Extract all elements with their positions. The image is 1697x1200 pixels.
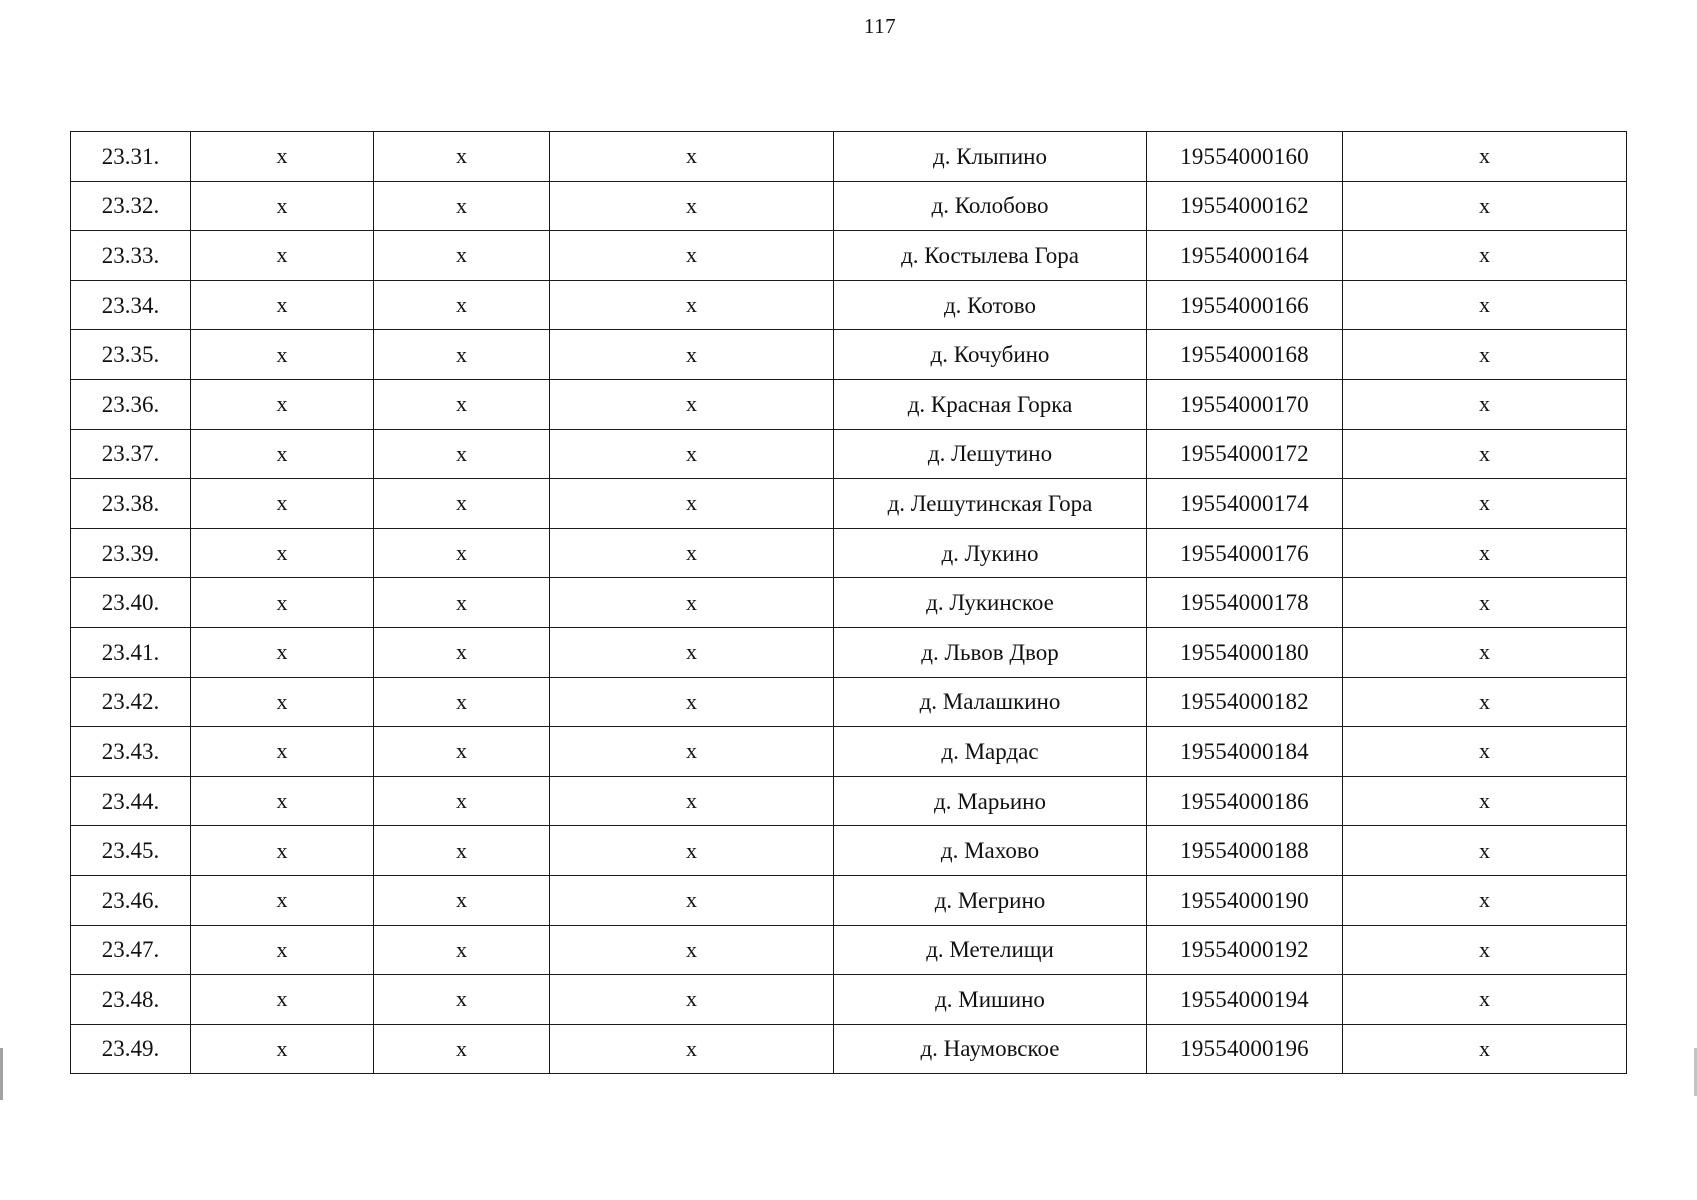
- oktmo-code-cell: 19554000168: [1147, 330, 1343, 380]
- cell-x: x: [1343, 925, 1627, 975]
- cell-x: x: [191, 330, 374, 380]
- table-row: [71, 132, 1627, 182]
- cell-x: x: [374, 1024, 550, 1074]
- settlement-name-cell: д. Лешутинская Гора: [834, 479, 1147, 529]
- table-row: [71, 330, 1627, 380]
- cell-x: x: [550, 826, 834, 876]
- cell-x: x: [374, 132, 550, 182]
- row-number-cell: 23.37.: [71, 429, 191, 479]
- table-row: [71, 528, 1627, 578]
- cell-x: x: [1343, 727, 1627, 777]
- table-row: [71, 479, 1627, 529]
- cell-x: x: [1343, 776, 1627, 826]
- oktmo-code-cell: 19554000196: [1147, 1024, 1343, 1074]
- cell-x: x: [374, 479, 550, 529]
- cell-x: x: [1343, 627, 1627, 677]
- cell-x: x: [374, 231, 550, 281]
- settlement-name-cell: д. Костылева Гора: [834, 231, 1147, 281]
- cell-x: x: [374, 727, 550, 777]
- oktmo-code-cell: 19554000172: [1147, 429, 1343, 479]
- settlement-name-cell: д. Лукино: [834, 528, 1147, 578]
- table-row: [71, 727, 1627, 777]
- cell-x: x: [550, 479, 834, 529]
- cell-x: x: [374, 677, 550, 727]
- cell-x: x: [191, 975, 374, 1025]
- table-row: [71, 776, 1627, 826]
- row-number-cell: 23.36.: [71, 379, 191, 429]
- cell-x: x: [191, 677, 374, 727]
- cell-x: x: [550, 280, 834, 330]
- cell-x: x: [550, 231, 834, 281]
- cell-x: x: [1343, 330, 1627, 380]
- oktmo-code-cell: 19554000160: [1147, 132, 1343, 182]
- cell-x: x: [1343, 280, 1627, 330]
- cell-x: x: [550, 379, 834, 429]
- settlement-name-cell: д. Кочубино: [834, 330, 1147, 380]
- cell-x: x: [374, 627, 550, 677]
- scan-artifact-left: [0, 1048, 3, 1100]
- cell-x: x: [374, 975, 550, 1025]
- cell-x: x: [1343, 429, 1627, 479]
- table-body: [71, 132, 1627, 1074]
- settlement-name-cell: д. Метелищи: [834, 925, 1147, 975]
- cell-x: x: [1343, 231, 1627, 281]
- page-number: 117: [863, 14, 897, 38]
- row-number-cell: 23.46.: [71, 875, 191, 925]
- cell-x: x: [191, 280, 374, 330]
- cell-x: x: [191, 528, 374, 578]
- oktmo-code-cell: 19554000186: [1147, 776, 1343, 826]
- cell-x: x: [550, 528, 834, 578]
- row-number-cell: 23.45.: [71, 826, 191, 876]
- oktmo-code-cell: 19554000192: [1147, 925, 1343, 975]
- settlement-name-cell: д. Клыпино: [834, 132, 1147, 182]
- cell-x: x: [1343, 379, 1627, 429]
- cell-x: x: [374, 280, 550, 330]
- cell-x: x: [191, 727, 374, 777]
- table-row: [71, 677, 1627, 727]
- cell-x: x: [1343, 528, 1627, 578]
- oktmo-code-cell: 19554000174: [1147, 479, 1343, 529]
- table-row: [71, 280, 1627, 330]
- oktmo-code-cell: 19554000166: [1147, 280, 1343, 330]
- cell-x: x: [550, 578, 834, 628]
- cell-x: x: [550, 975, 834, 1025]
- oktmo-code-cell: 19554000188: [1147, 826, 1343, 876]
- cell-x: x: [1343, 132, 1627, 182]
- oktmo-code-cell: 19554000176: [1147, 528, 1343, 578]
- table-row: [71, 875, 1627, 925]
- cell-x: x: [374, 379, 550, 429]
- cell-x: x: [1343, 826, 1627, 876]
- cell-x: x: [1343, 875, 1627, 925]
- cell-x: x: [191, 132, 374, 182]
- row-number-cell: 23.41.: [71, 627, 191, 677]
- oktmo-code-cell: 19554000178: [1147, 578, 1343, 628]
- settlement-name-cell: д. Наумовское: [834, 1024, 1147, 1074]
- cell-x: x: [550, 429, 834, 479]
- oktmo-code-cell: 19554000190: [1147, 875, 1343, 925]
- cell-x: x: [1343, 975, 1627, 1025]
- table-row: [71, 627, 1627, 677]
- row-number-cell: 23.49.: [71, 1024, 191, 1074]
- row-number-cell: 23.47.: [71, 925, 191, 975]
- cell-x: x: [550, 330, 834, 380]
- row-number-cell: 23.40.: [71, 578, 191, 628]
- cell-x: x: [374, 528, 550, 578]
- cell-x: x: [191, 925, 374, 975]
- cell-x: x: [550, 727, 834, 777]
- oktmo-code-cell: 19554000180: [1147, 627, 1343, 677]
- oktmo-code-cell: 19554000194: [1147, 975, 1343, 1025]
- oktmo-code-cell: 19554000184: [1147, 727, 1343, 777]
- settlement-name-cell: д. Махово: [834, 826, 1147, 876]
- cell-x: x: [191, 875, 374, 925]
- settlement-name-cell: д. Мардас: [834, 727, 1147, 777]
- cell-x: x: [550, 627, 834, 677]
- cell-x: x: [374, 181, 550, 231]
- settlements-table: [70, 131, 1627, 1074]
- row-number-cell: 23.44.: [71, 776, 191, 826]
- settlement-name-cell: д. Мегрино: [834, 875, 1147, 925]
- cell-x: x: [374, 776, 550, 826]
- row-number-cell: 23.32.: [71, 181, 191, 231]
- cell-x: x: [550, 776, 834, 826]
- settlement-name-cell: д. Малашкино: [834, 677, 1147, 727]
- row-number-cell: 23.33.: [71, 231, 191, 281]
- row-number-cell: 23.34.: [71, 280, 191, 330]
- cell-x: x: [191, 429, 374, 479]
- row-number-cell: 23.35.: [71, 330, 191, 380]
- row-number-cell: 23.42.: [71, 677, 191, 727]
- settlement-name-cell: д. Лукинское: [834, 578, 1147, 628]
- cell-x: x: [191, 379, 374, 429]
- oktmo-code-cell: 19554000170: [1147, 379, 1343, 429]
- cell-x: x: [550, 875, 834, 925]
- table-row: [71, 181, 1627, 231]
- cell-x: x: [191, 826, 374, 876]
- cell-x: x: [1343, 479, 1627, 529]
- cell-x: x: [374, 925, 550, 975]
- cell-x: x: [191, 627, 374, 677]
- cell-x: x: [550, 1024, 834, 1074]
- oktmo-code-cell: 19554000162: [1147, 181, 1343, 231]
- table-row: [71, 379, 1627, 429]
- cell-x: x: [191, 578, 374, 628]
- cell-x: x: [191, 181, 374, 231]
- row-number-cell: 23.39.: [71, 528, 191, 578]
- row-number-cell: 23.38.: [71, 479, 191, 529]
- settlement-name-cell: д. Марьино: [834, 776, 1147, 826]
- table-row: [71, 925, 1627, 975]
- row-number-cell: 23.43.: [71, 727, 191, 777]
- settlement-name-cell: д. Колобово: [834, 181, 1147, 231]
- cell-x: x: [374, 578, 550, 628]
- cell-x: x: [550, 181, 834, 231]
- cell-x: x: [1343, 578, 1627, 628]
- cell-x: x: [550, 677, 834, 727]
- settlement-name-cell: д. Котово: [834, 280, 1147, 330]
- row-number-cell: 23.48.: [71, 975, 191, 1025]
- table-row: [71, 1024, 1627, 1074]
- cell-x: x: [191, 231, 374, 281]
- cell-x: x: [550, 132, 834, 182]
- row-number-cell: 23.31.: [71, 132, 191, 182]
- settlement-name-cell: д. Красная Горка: [834, 379, 1147, 429]
- cell-x: x: [374, 875, 550, 925]
- settlement-name-cell: д. Мишино: [834, 975, 1147, 1025]
- oktmo-code-cell: 19554000182: [1147, 677, 1343, 727]
- cell-x: x: [191, 479, 374, 529]
- settlement-name-cell: д. Львов Двор: [834, 627, 1147, 677]
- table-row: [71, 578, 1627, 628]
- cell-x: x: [191, 1024, 374, 1074]
- cell-x: x: [1343, 677, 1627, 727]
- cell-x: x: [374, 429, 550, 479]
- cell-x: x: [191, 776, 374, 826]
- oktmo-code-cell: 19554000164: [1147, 231, 1343, 281]
- cell-x: x: [374, 826, 550, 876]
- cell-x: x: [550, 925, 834, 975]
- cell-x: x: [374, 330, 550, 380]
- cell-x: x: [1343, 181, 1627, 231]
- table-row: [71, 975, 1627, 1025]
- table-row: [71, 231, 1627, 281]
- settlement-name-cell: д. Лешутино: [834, 429, 1147, 479]
- table-row: [71, 826, 1627, 876]
- cell-x: x: [1343, 1024, 1627, 1074]
- table-row: [71, 429, 1627, 479]
